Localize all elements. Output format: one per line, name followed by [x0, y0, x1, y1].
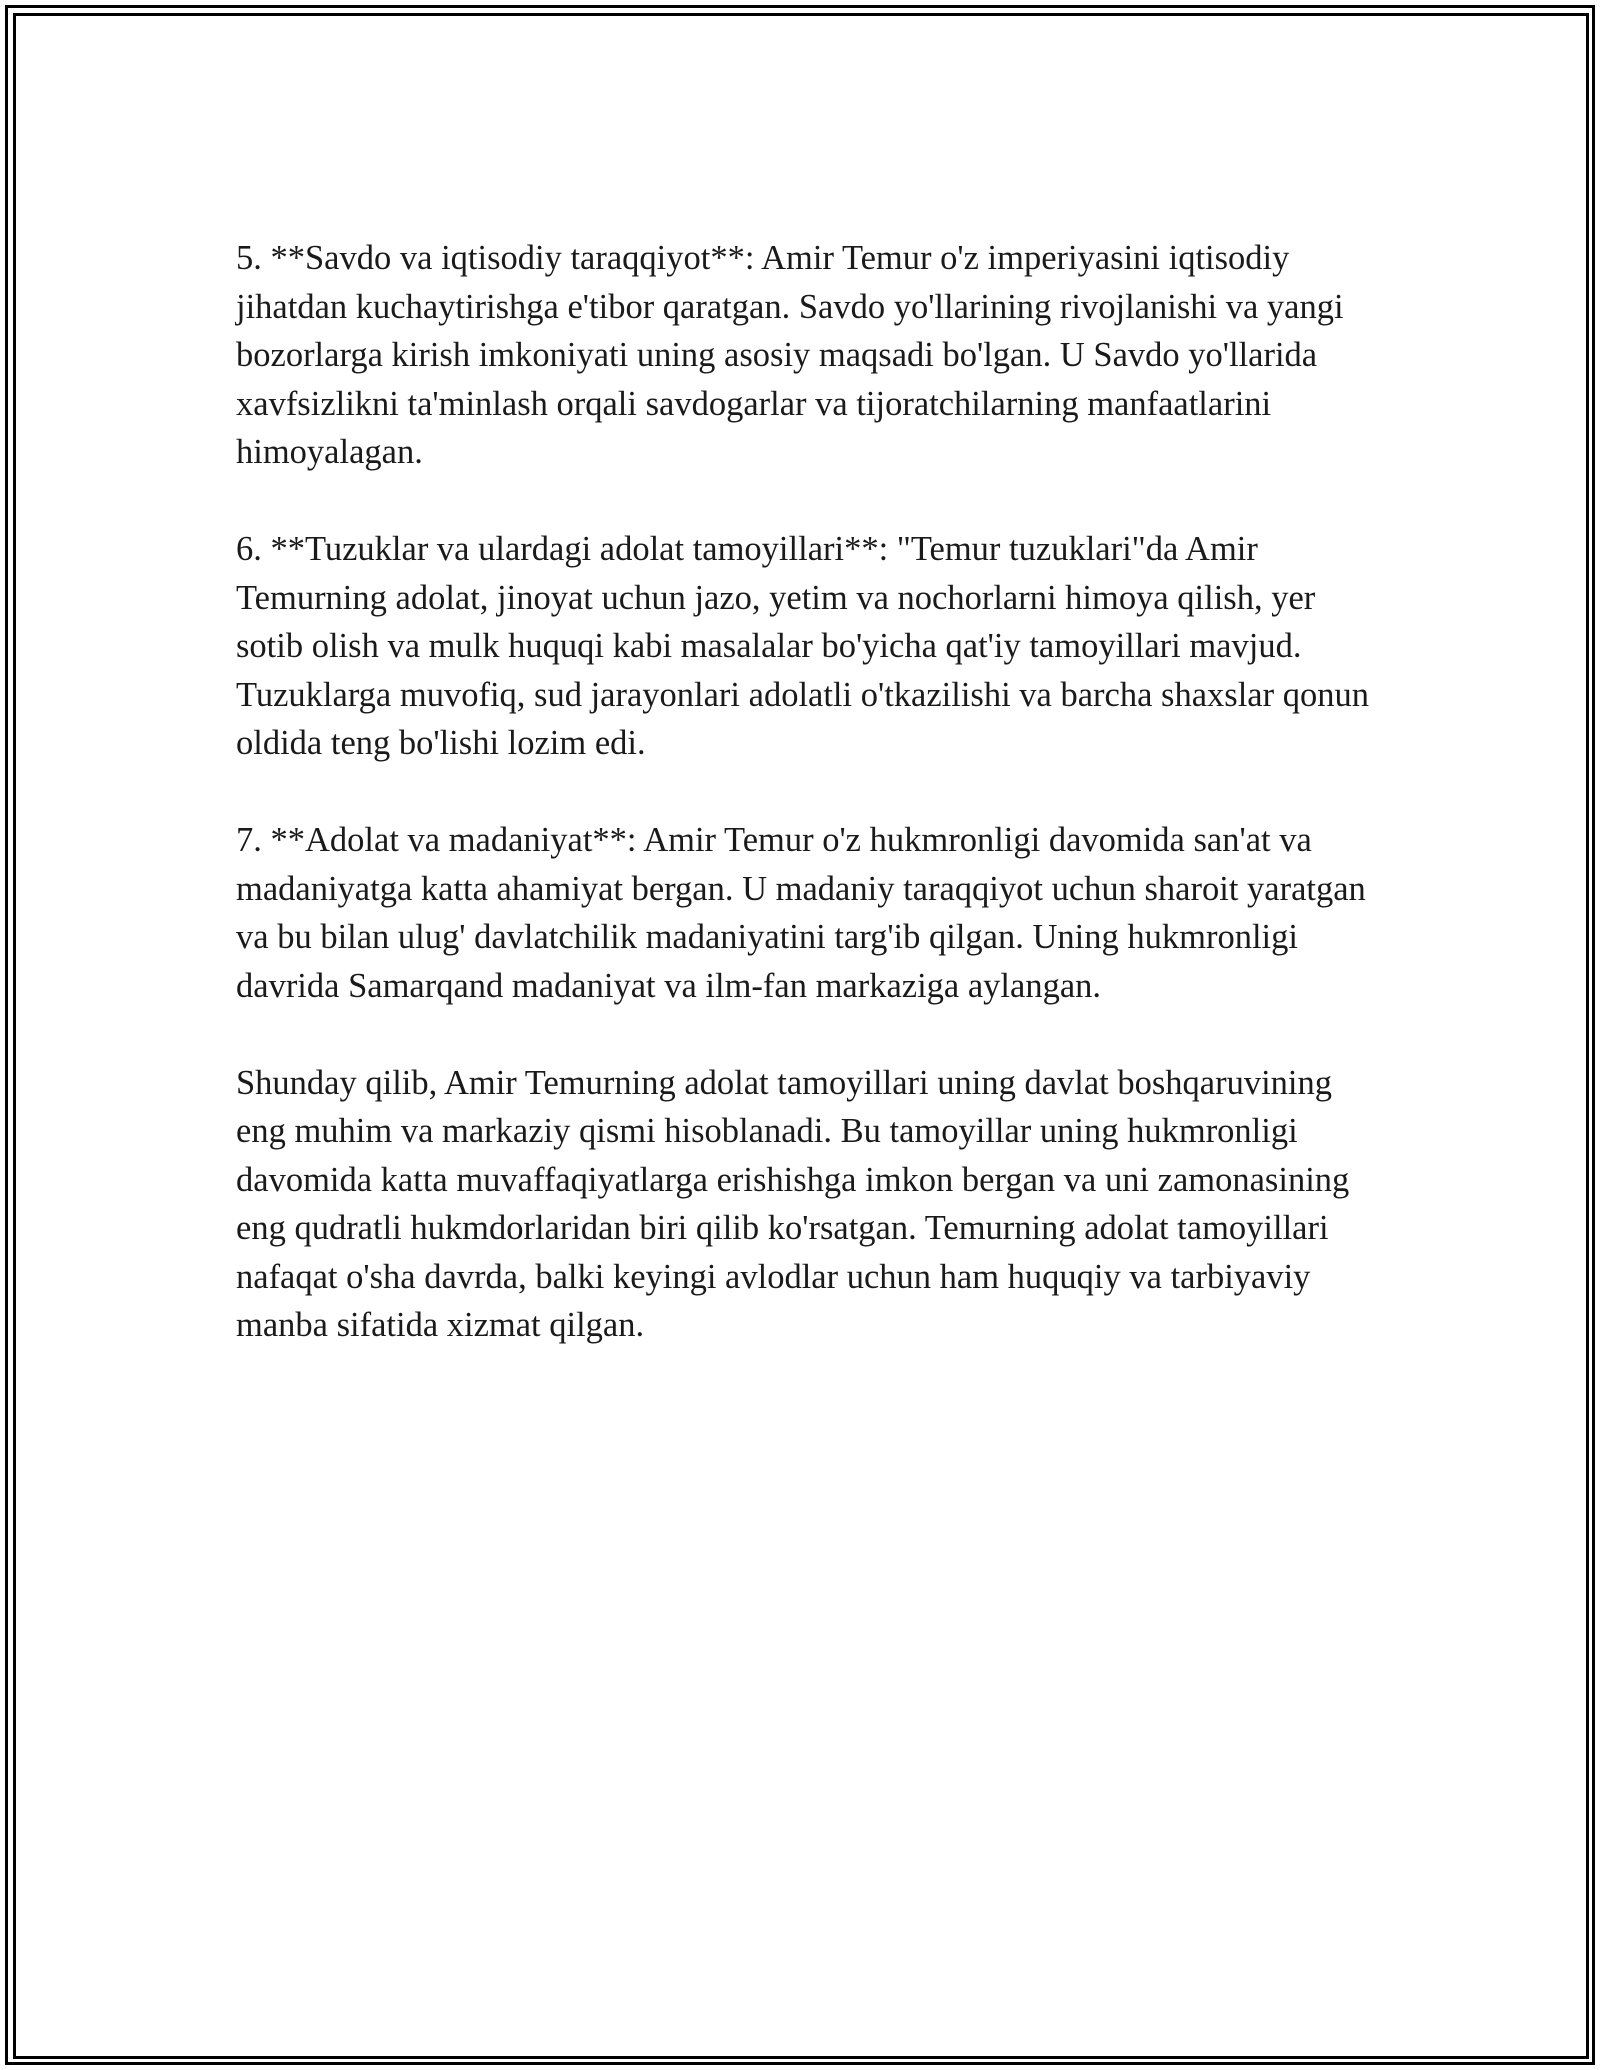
paragraph-madaniyat: 7. **Adolat va madaniyat**: Amir Temur o'z hukmronligi davomida san'at va madaniyatga katta ahamiyat bergan. U madaniy taraqqiyot uchun sharoit yaratgan va bu bilan ulug' davlatchilik madaniyatini targ'ib qilgan. Uning hukmronligi davrida Samarqand madaniyat va ilm-fan markaziga aylangan.	[236, 821, 1366, 1005]
paragraph-savdo: 5. **Savdo va iqtisodiy taraqqiyot**: Amir Temur o'z imperiyasini iqtisodiy jihatdan kuchaytirishga e'tibor qaratgan. Savdo yo'llarining rivojlanishi va yangi bozorlarga kirish imkoniyati uning asosiy maqsadi bo'lgan. U Savdo yo'llarida xavfsizlikni ta'minlash orqali savdogarlar va tijoratchilarning manfaatlarini himoyalagan.	[236, 239, 1344, 471]
paragraph-conclusion: Shunday qilib, Amir Temurning adolat tamoyillari uning davlat boshqaruvining eng muhim va markaziy qismi hisoblanadi. Bu tamoyillar uning hukmronligi davomida katta muvaffaqiyatlarga erishishga imkon bergan va uni zamonasining eng qudratli hukmdorlaridan biri qilib ko'rsatgan. Temurning adolat tamoyillari nafaqat o'sha davrda, balki keyingi avlodlar uchun ham huquqiy va tarbiyaviy manba sifatida xizmat qilgan.	[236, 1063, 1350, 1344]
document-body	[236, 234, 1386, 1398]
paragraph-tuzuklar: 6. **Tuzuklar va ulardagi adolat tamoyillari**: "Temur tuzuklari"da Amir Temurning adolat, jinoyat uchun jazo, yetim va nochorlarni himoya qilish, yer sotib olish va mulk huquqi kabi masalalar bo'yicha qat'iy tamoyillari mavjud. Tuzuklarga muvofiq, sud jarayonlari adolatli o'tkazilishi va barcha shaxslar qonun oldida teng bo'lishi lozim edi.	[236, 530, 1369, 762]
